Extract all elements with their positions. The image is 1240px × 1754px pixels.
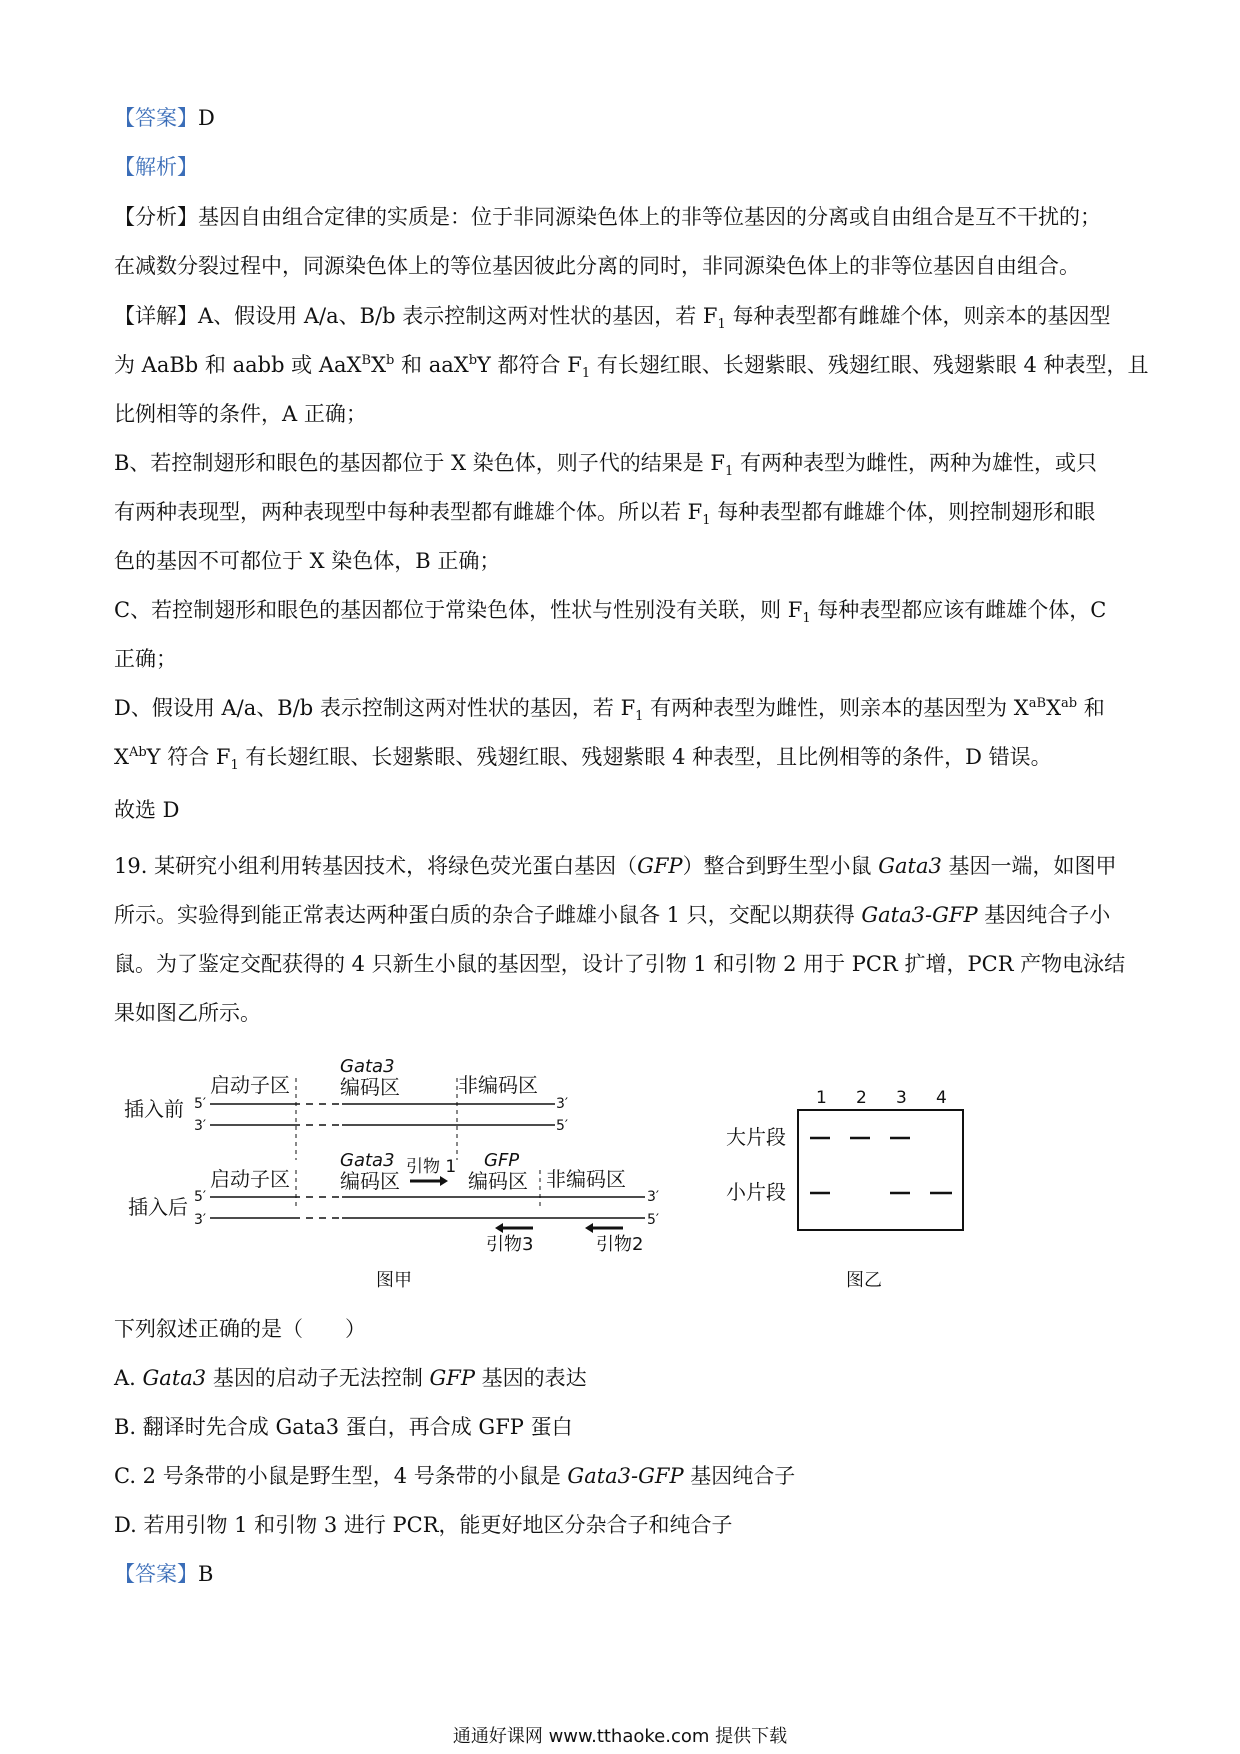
primer2-label: 引物2 — [596, 1234, 644, 1255]
q19-line-3: 鼠。为了鉴定交配获得的 4 只新生小鼠的基因型，设计了引物 1 和引物 2 用于 PCR 扩增，PCR 产物电泳结 — [114, 952, 1126, 976]
promoter-label-bottom: 启动子区 — [210, 1167, 290, 1191]
gata3gfp-italic: Gata3-GFP — [861, 903, 978, 927]
text: Y 符合 F — [146, 745, 231, 769]
coding-label-top: 编码区 — [340, 1075, 400, 1099]
xiangjie-C2: 正确； — [114, 647, 177, 671]
xiangjie-A2 — [114, 351, 1149, 382]
text: 基因一端，如图甲 — [941, 854, 1117, 878]
fenxi-text: 基因自由组合定律的实质是：位于非同源染色体上的非等位基因的分离或自由组合是互不干扰的； — [198, 205, 1101, 229]
answer-18 — [114, 104, 1134, 132]
xiangjie-B3: 色的基因不可都位于 X 染色体，B 正确； — [114, 549, 501, 573]
text: 基因纯合子 — [683, 1464, 796, 1488]
figure-a-caption: 图甲 — [376, 1270, 412, 1291]
question-prompt: 下列叙述正确的是（ ） — [114, 1317, 366, 1341]
text: D、假设用 A/a、B/b 表示控制这两对性状的基因，若 F — [114, 696, 636, 720]
sub: 1 — [635, 709, 644, 725]
figure-a — [110, 1048, 690, 1298]
sup: ab — [1061, 696, 1078, 711]
gata3-italic: Gata3 — [878, 854, 942, 878]
lane-label: 2 — [856, 1088, 867, 1108]
option-c — [114, 1462, 1134, 1490]
three-prime: 3′ — [194, 1118, 207, 1134]
sub: 1 — [581, 366, 591, 382]
xiangjie-C1 — [114, 596, 1134, 627]
small-fragment-label: 小片段 — [726, 1180, 786, 1204]
five-prime: 5′ — [194, 1189, 207, 1205]
text: 每种表型都有雌雄个体，则控制翅形和眼 — [710, 500, 1096, 524]
gel-box — [798, 1110, 963, 1230]
noncoding-label-bottom: 非编码区 — [546, 1167, 626, 1191]
option-d: D. 若用引物 1 和引物 3 进行 PCR，能更好地区分杂合子和纯合子 — [114, 1513, 733, 1537]
primer3-arrowhead — [495, 1223, 503, 1233]
gfp-label: GFP — [484, 1150, 520, 1171]
analysis-tag: 【解析】 — [114, 155, 198, 179]
three-prime: 3′ — [194, 1212, 207, 1228]
answer-19 — [114, 1560, 1134, 1588]
xiangjie-B2 — [114, 498, 1134, 529]
coding-label-bottom: 编码区 — [340, 1169, 400, 1193]
text: C、若控制翅形和眼色的基因都位于常染色体，性状与性别没有关联，则 F — [114, 598, 803, 622]
five-prime: 5′ — [556, 1118, 569, 1134]
q19-line-4: 果如图乙所示。 — [114, 1001, 261, 1025]
lane-label: 4 — [936, 1088, 947, 1108]
text: 19. 某研究小组利用转基因技术，将绿色荧光蛋白基因（ — [114, 854, 638, 878]
text: Y 都符合 F — [477, 353, 582, 377]
xiangjie-D2 — [114, 743, 1134, 774]
primer1-arrowhead — [440, 1176, 448, 1186]
option-a — [114, 1364, 1134, 1392]
sup: b — [386, 353, 395, 368]
text: 基因纯合子小 — [977, 903, 1111, 927]
sup: B — [361, 353, 372, 368]
text: 有两种表型为雌性，则亲本的基因型为 X — [643, 696, 1029, 720]
text: 每种表型都有雌雄个体，则亲本的基因型 — [725, 304, 1111, 328]
sub: 1 — [230, 758, 239, 774]
text: C. 2 号条带的小鼠是野生型，4 号条带的小鼠是 — [114, 1464, 568, 1488]
xiangjie-D1 — [114, 694, 1134, 725]
text: 和 — [1077, 696, 1105, 720]
gfp-italic: GFP — [637, 854, 683, 878]
before-label: 插入前 — [124, 1097, 184, 1121]
primer3-label: 引物3 — [486, 1234, 534, 1255]
answer-tag: 【答案】 — [114, 106, 198, 130]
q19-line-1 — [114, 852, 1134, 880]
text: 有长翅红眼、长翅紫眼、残翅红眼、残翅紫眼 4 种表型，且 — [590, 353, 1149, 377]
xiangjie-B1 — [114, 449, 1134, 480]
choose-line: 故选 D — [114, 798, 180, 822]
text: X — [371, 353, 387, 377]
text: A、假设用 A/a、B/b 表示控制这两对性状的基因，若 F — [198, 304, 718, 328]
text: 所示。实验得到能正常表达两种蛋白质的杂合子雌雄小鼠各 1 只，交配以期获得 — [114, 903, 862, 927]
gfp-coding-label: 编码区 — [468, 1169, 528, 1193]
five-prime: 5′ — [647, 1212, 660, 1228]
three-prime: 3′ — [556, 1096, 569, 1112]
text: 基因的表达 — [475, 1366, 587, 1390]
noncoding-label-top: 非编码区 — [458, 1073, 538, 1097]
text: 每种表型都应该有雌雄个体，C — [810, 598, 1107, 622]
option-b: B. 翻译时先合成 Gata3 蛋白，再合成 GFP 蛋白 — [114, 1415, 573, 1439]
sub: 1 — [802, 611, 811, 627]
sup: Ab — [128, 745, 147, 760]
text: 基因的启动子无法控制 — [206, 1366, 430, 1390]
fenxi-tag: 【分析】 — [114, 205, 198, 229]
promoter-label-top: 启动子区 — [210, 1073, 290, 1097]
q19-line-2 — [114, 901, 1134, 929]
xiangjie-A1 — [114, 302, 1134, 333]
text: A. — [114, 1366, 143, 1390]
figure-b-caption: 图乙 — [846, 1270, 882, 1291]
lane-label: 3 — [896, 1088, 907, 1108]
answer-tag: 【答案】 — [114, 1562, 198, 1586]
large-fragment-label: 大片段 — [726, 1125, 786, 1149]
text: ）整合到野生型小鼠 — [682, 854, 879, 878]
figure-b — [720, 1084, 980, 1296]
three-prime: 3′ — [647, 1189, 660, 1205]
answer-value: B — [198, 1562, 214, 1586]
primer1-label: 引物 1 — [406, 1157, 457, 1177]
lane-label: 1 — [816, 1088, 827, 1108]
text: 有长翅红眼、长翅紫眼、残翅红眼、残翅紫眼 4 种表型，且比例相等的条件，D 错误。 — [238, 745, 1052, 769]
text: 有两种表型为雌性，两种为雄性，或只 — [733, 451, 1097, 475]
xiangjie-tag: 【详解】 — [114, 304, 198, 328]
italic: Gata3-GFP — [567, 1464, 684, 1488]
sub: 1 — [702, 513, 711, 529]
text: 为 AaBb 和 aabb 或 AaX — [114, 353, 362, 377]
sub: 1 — [717, 317, 726, 333]
primer2-arrowhead — [585, 1223, 593, 1233]
gata3-label-bottom: Gata3 — [340, 1150, 395, 1171]
sup: b — [468, 353, 478, 368]
text: 和 aaX — [394, 353, 469, 377]
italic: GFP — [429, 1366, 475, 1390]
after-label: 插入后 — [128, 1195, 188, 1219]
italic: Gata3 — [142, 1366, 207, 1390]
text: 有两种表现型，两种表现型中每种表型都有雌雄个体。所以若 F — [114, 500, 703, 524]
text: X — [1046, 696, 1062, 720]
gata3-label-top: Gata3 — [340, 1056, 395, 1077]
five-prime: 5′ — [194, 1096, 207, 1112]
sub: 1 — [724, 464, 734, 480]
sup: aB — [1028, 696, 1047, 711]
text: B、若控制翅形和眼色的基因都位于 X 染色体，则子代的结果是 F — [114, 451, 725, 475]
footer: 通通好课网 www.tthaoke.com 提供下载 — [452, 1726, 788, 1747]
fenxi-line-1 — [114, 203, 1134, 231]
text: X — [114, 745, 129, 769]
xiangjie-A3: 比例相等的条件，A 正确； — [114, 402, 367, 426]
answer-value: D — [198, 106, 215, 130]
fenxi-line-2: 在减数分裂过程中，同源染色体上的等位基因彼此分离的同时，非同源染色体上的非等位基因自由组合。 — [114, 254, 1080, 278]
